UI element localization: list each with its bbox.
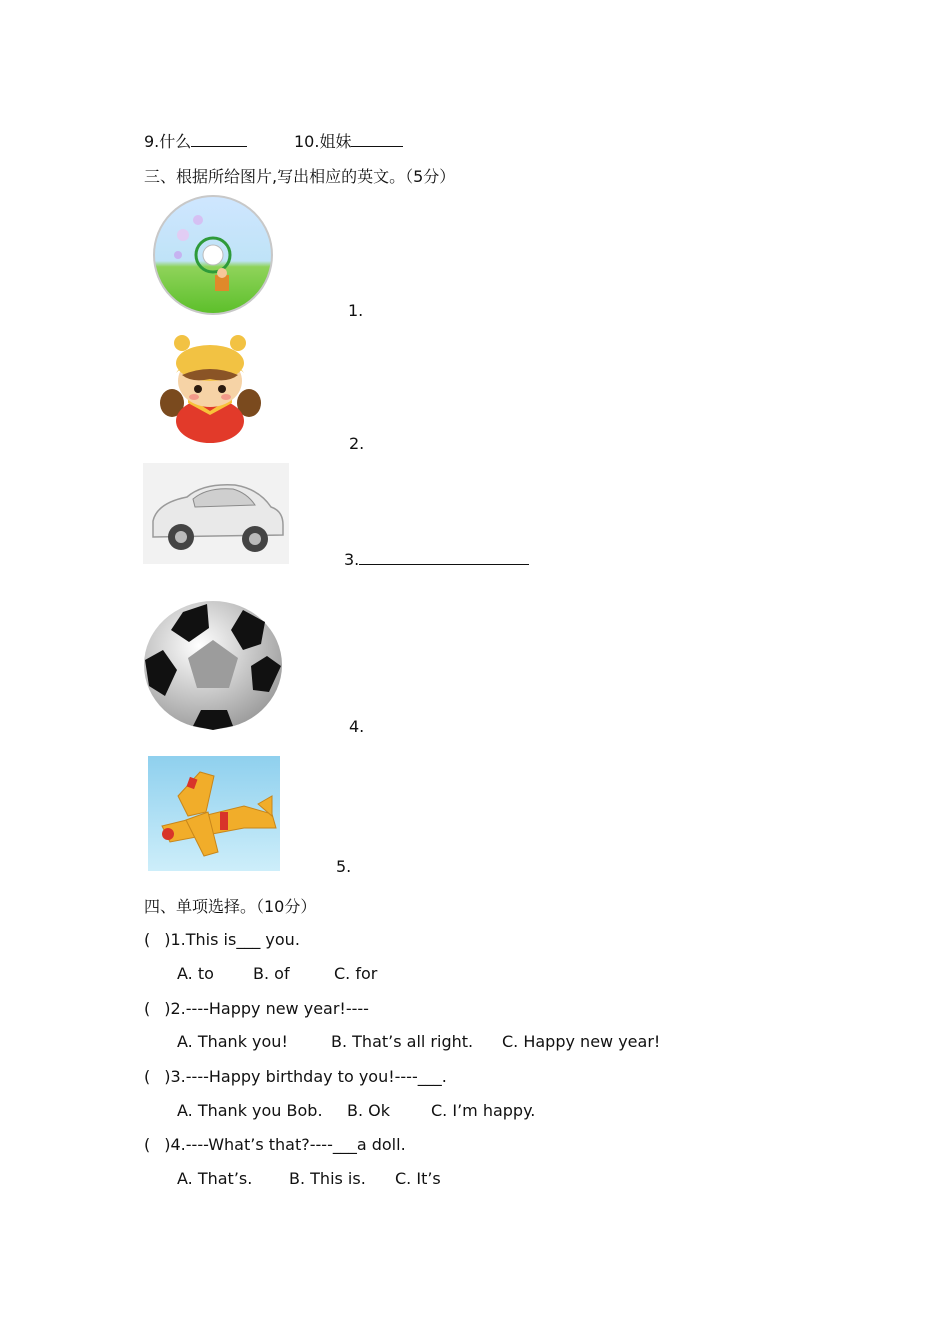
mcq-4-option-a[interactable]: A. That’s. xyxy=(177,1169,253,1188)
section3-item4-num: 4. xyxy=(349,717,365,736)
car-icon xyxy=(143,463,289,564)
plane-icon xyxy=(148,756,280,871)
mcq-3-close-paren: ) xyxy=(164,1067,171,1086)
section3-item3-num: 3. xyxy=(344,550,360,569)
vocab-q10-blank[interactable] xyxy=(351,132,403,147)
mcq-1-open-paren: ( xyxy=(144,930,151,949)
section3-item3 xyxy=(344,550,529,569)
vocab-q9-label: 9.什么 xyxy=(144,132,192,151)
mcq-3-option-c[interactable]: C. I’m happy. xyxy=(431,1101,536,1120)
mcq-3-blank[interactable]: ___ xyxy=(417,1067,442,1086)
mcq-3-option-b[interactable]: B. Ok xyxy=(347,1101,391,1120)
mcq-4-close-paren: ) xyxy=(164,1135,171,1154)
mcq-1-option-a[interactable]: A. to xyxy=(177,964,214,983)
mcq-3-stem-after: . xyxy=(441,1067,447,1086)
mcq-2-option-c[interactable]: C. Happy new year! xyxy=(502,1032,661,1051)
section4-heading: 四、单项选择。（10分） xyxy=(144,897,317,916)
mcq-1-option-b[interactable]: B. of xyxy=(253,964,290,983)
mcq-3-stem-before: 3.----Happy birthday to you!---- xyxy=(170,1067,418,1086)
mcq-2-option-a[interactable]: A. Thank you! xyxy=(177,1032,288,1051)
mcq-1-blank[interactable]: ___ xyxy=(236,930,261,949)
football-icon xyxy=(143,600,283,730)
mcq-4-stem-after: a doll. xyxy=(356,1135,406,1154)
mcq-4-blank[interactable]: ___ xyxy=(332,1135,357,1154)
mcq-3-open-paren: ( xyxy=(144,1067,151,1086)
mcq-2-close-paren: ) xyxy=(164,999,171,1018)
mcq-4-open-paren: ( xyxy=(144,1135,151,1154)
mcq-1-close-paren: ) xyxy=(164,930,171,949)
mcq-1-option-c[interactable]: C. for xyxy=(334,964,378,983)
mcq-4-stem xyxy=(144,1135,406,1154)
mcq-2-option-b[interactable]: B. That’s all right. xyxy=(331,1032,474,1051)
vocab-q9-blank[interactable] xyxy=(191,132,247,147)
mcq-1-stem-before: 1.This is xyxy=(170,930,237,949)
section3-item2-num: 2. xyxy=(349,434,365,453)
doll-icon xyxy=(158,333,263,445)
mcq-4-option-c[interactable]: C. It’s xyxy=(395,1169,441,1188)
mcq-3-stem xyxy=(144,1067,447,1086)
section3-item5-num: 5. xyxy=(336,857,352,876)
section3-item1-num: 1. xyxy=(348,301,364,320)
section3-item3-blank[interactable] xyxy=(359,550,529,565)
mcq-4-option-b[interactable]: B. This is. xyxy=(289,1169,366,1188)
vocab-q10 xyxy=(294,129,403,152)
mcq-2-stem-before: 2.----Happy new year!---- xyxy=(170,999,369,1018)
mcq-1-stem xyxy=(144,930,300,949)
vocab-q10-label: 10.姐妹 xyxy=(294,132,352,151)
mcq-2-open-paren: ( xyxy=(144,999,151,1018)
mcq-2-stem xyxy=(144,999,369,1018)
mcq-3-option-a[interactable]: A. Thank you Bob. xyxy=(177,1101,323,1120)
section3-heading: 三、根据所给图片,写出相应的英文。（5分） xyxy=(144,167,456,186)
vocab-q9 xyxy=(144,129,247,152)
mcq-1-stem-after: you. xyxy=(260,930,300,949)
cd-disc-icon xyxy=(143,195,283,315)
mcq-4-stem-before: 4.----What’s that?---- xyxy=(170,1135,333,1154)
